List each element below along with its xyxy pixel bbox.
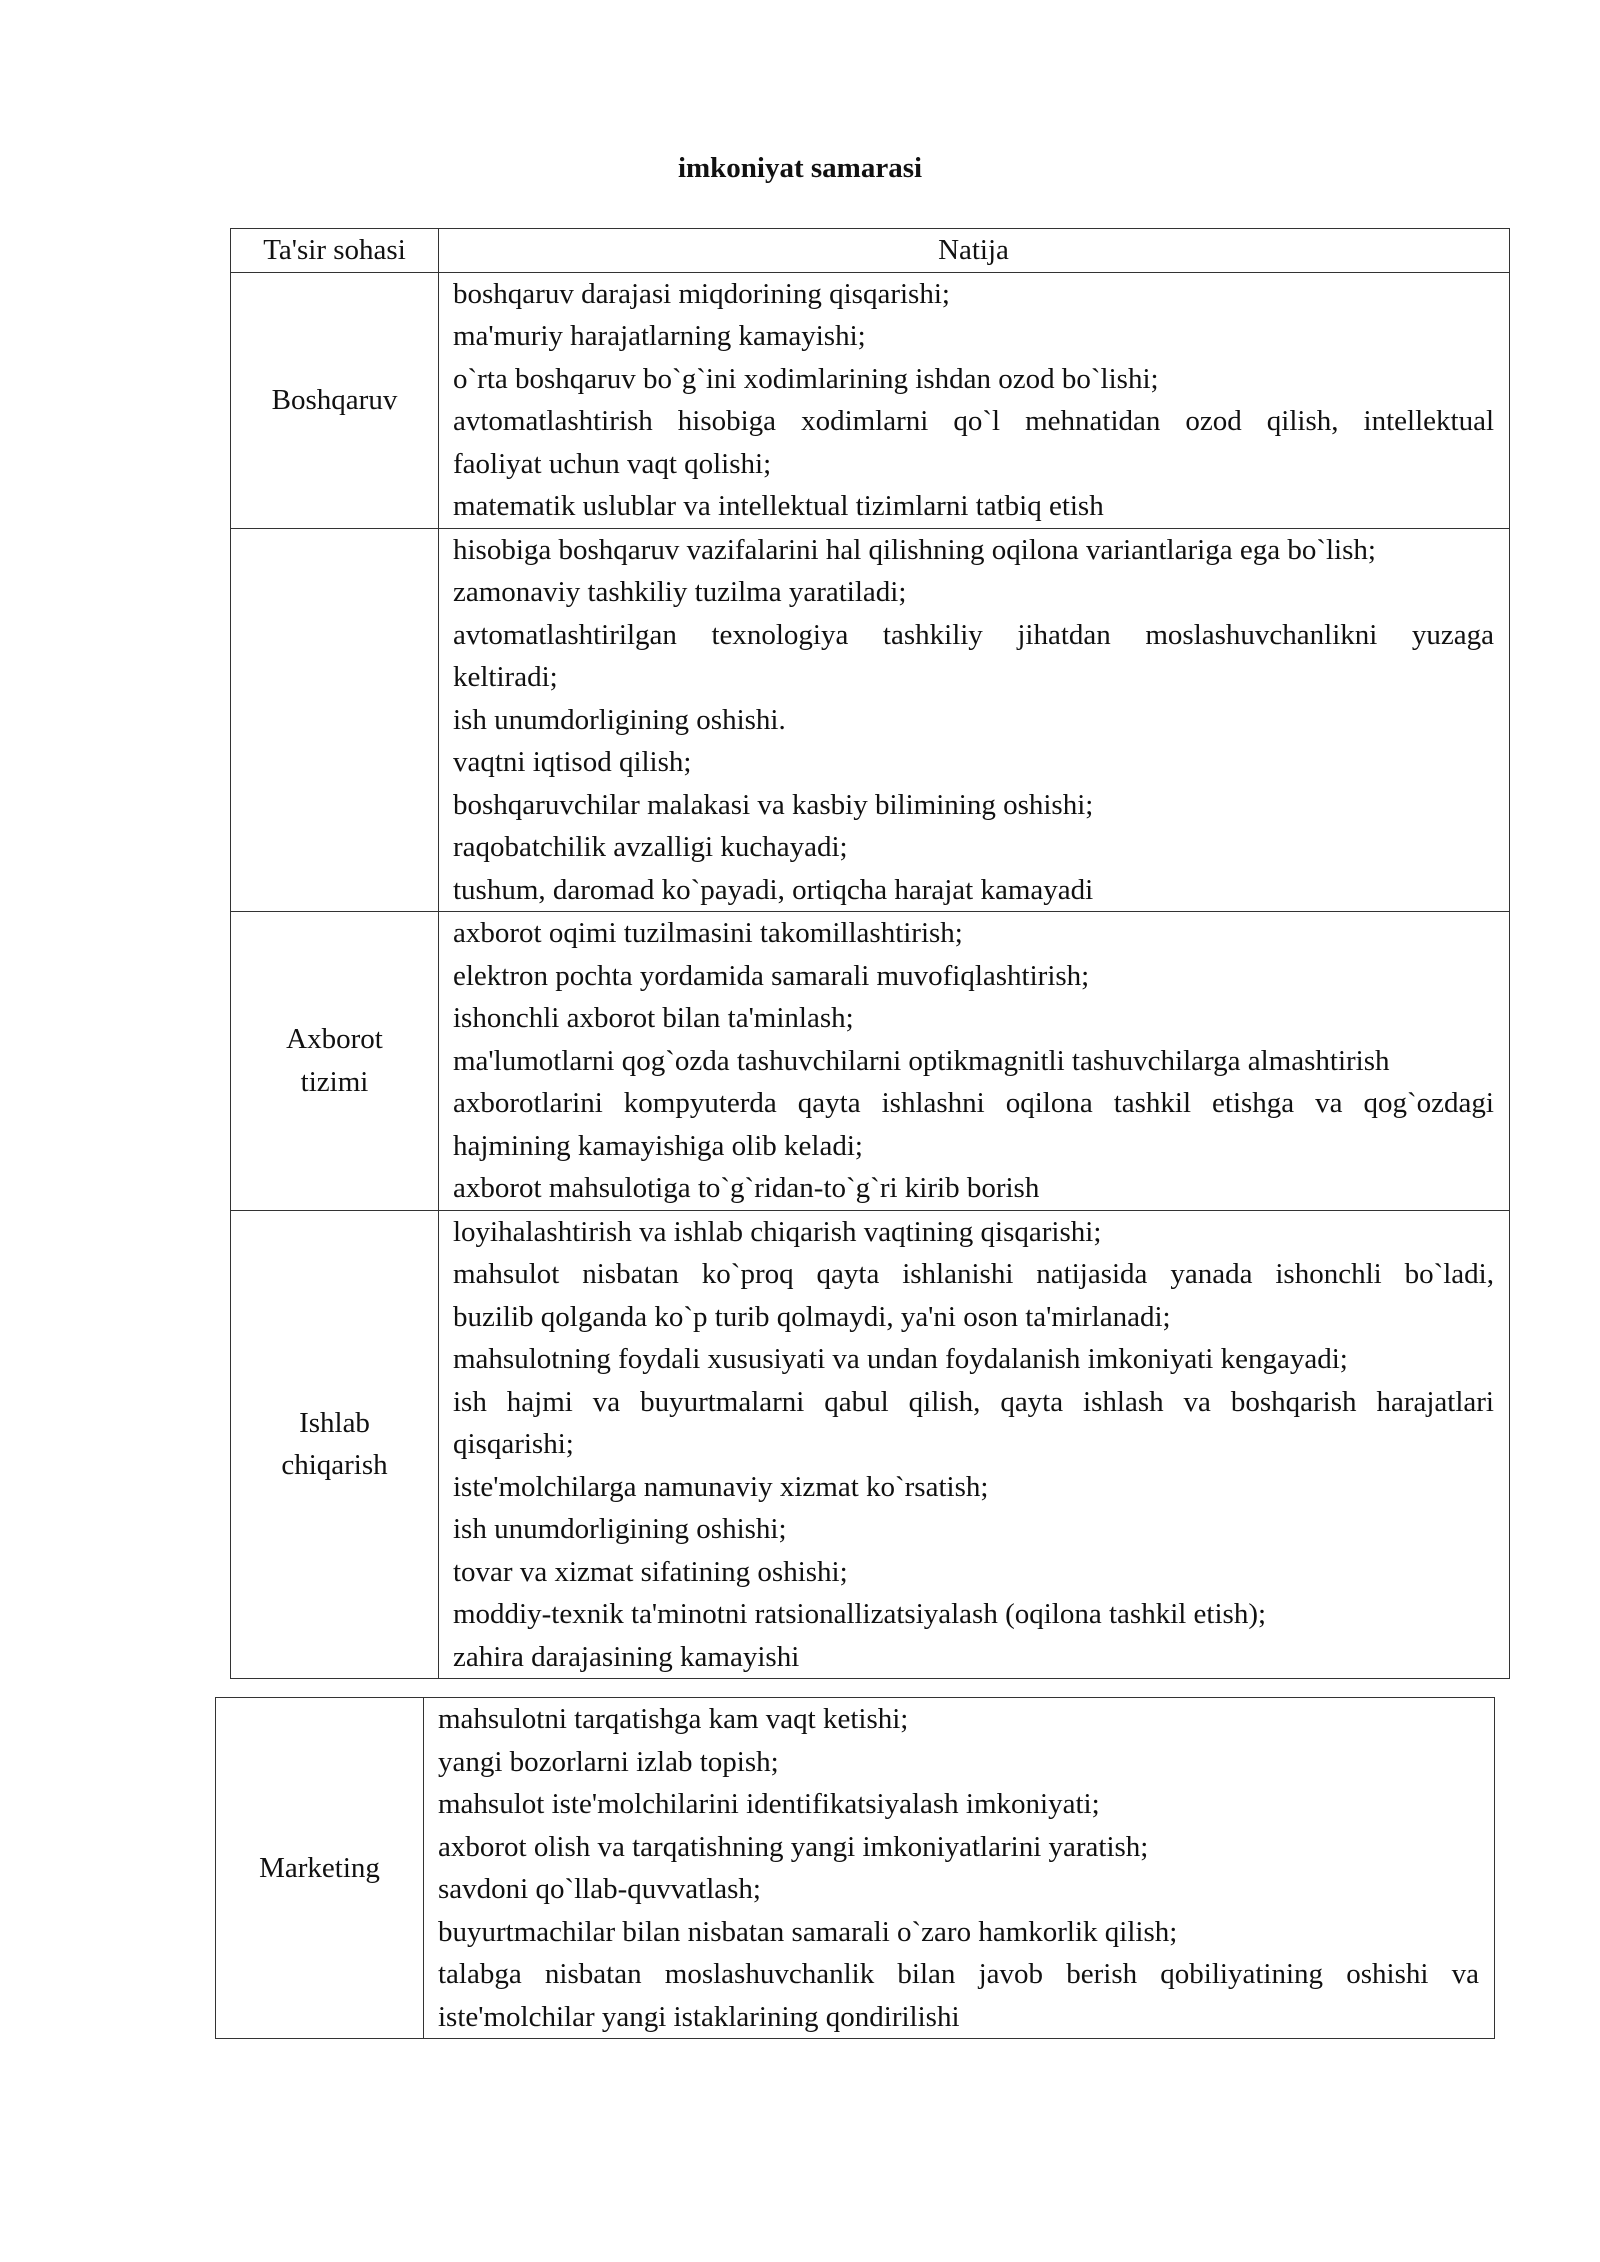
effects-table — [230, 228, 1510, 1679]
result-line: raqobatchilik avzalligi kuchayadi; — [453, 831, 848, 863]
result-cell — [424, 1698, 1495, 2039]
result-line: moddiy-texnik ta'minotni ratsionallizatsiyalash (oqilona tashkil etish); — [453, 1598, 1267, 1630]
result-line: matematik uslublar va intellektual tizimlarni tatbiq etish — [453, 490, 1104, 522]
result-line: vaqtni iqtisod qilish; — [453, 746, 692, 778]
table-row — [231, 272, 1510, 528]
result-line: ish unumdorligining oshishi; — [453, 1513, 787, 1545]
result-line: hajmining kamayishiga olib keladi; — [453, 1129, 863, 1162]
area-line: Axborot — [286, 1023, 383, 1056]
table-header-row — [231, 229, 1510, 273]
result-line: mahsulot nisbatan ko`proq qayta ishlanishi natijasida yanada ishonchli bo`ladi, — [453, 1258, 1494, 1290]
result-line: ish unumdorligining oshishi. — [453, 703, 786, 736]
result-line: ishonchli axborot bilan ta'minlash; — [453, 1002, 854, 1034]
result-line: mahsulot iste'molchilarini identifikatsiyalash imkoniyati; — [438, 1788, 1100, 1820]
result-line: zamonaviy tashkiliy tuzilma yaratiladi; — [453, 576, 907, 608]
area-line: tizimi — [300, 1065, 369, 1098]
area-line: Marketing — [259, 1851, 380, 1884]
result-line: axborot olish va tarqatishning yangi imkoniyatlarini yaratish; — [438, 1830, 1149, 1863]
result-line: iste'molchilarga namunaviy xizmat ko`rsatish; — [453, 1470, 989, 1503]
result-line: avtomatlashtirish hisobiga xodimlarni qo`l mehnatidan ozod qilish, intellektual — [453, 405, 1494, 437]
result-line: elektron pochta yordamida samarali muvofiqlashtirish; — [453, 959, 1090, 992]
result-line: qisqarishi; — [453, 1428, 574, 1460]
result-line: hisobiga boshqaruv vazifalarini hal qilishning oqilona variantlariga ega bo`lish; — [453, 533, 1376, 566]
area-cell — [231, 912, 439, 1211]
area-line: Ishlab — [299, 1406, 370, 1439]
header-area: Ta'sir sohasi — [231, 229, 439, 273]
result-line: yangi bozorlarni izlab topish; — [438, 1745, 779, 1778]
header-result: Natija — [439, 229, 1510, 273]
result-cell — [439, 1210, 1510, 1679]
result-line: axborot mahsulotiga to`g`ridan-to`g`ri kirib borish — [453, 1172, 1040, 1204]
result-line: axborot oqimi tuzilmasini takomillashtirish; — [453, 917, 963, 949]
result-line: ish hajmi va buyurtmalarni qabul qilish, qayta ishlash va boshqarish harajatlari — [453, 1385, 1494, 1418]
area-cell-empty — [231, 528, 439, 912]
result-cell — [439, 272, 1510, 528]
result-line: avtomatlashtirilgan texnologiya tashkiliy jihatdan moslashuvchanlikni yuzaga — [453, 618, 1494, 651]
result-line: boshqaruvchilar malakasi va kasbiy bilimining oshishi; — [453, 788, 1094, 821]
area-cell — [231, 272, 439, 528]
result-line: mahsulotning foydali xususiyati va undan foydalanish imkoniyati kengayadi; — [453, 1343, 1348, 1375]
result-line: zahira darajasining kamayishi — [453, 1640, 800, 1673]
result-line: axborotlarini kompyuterda qayta ishlashni oqilona tashkil etishga va qog`ozdagi — [453, 1087, 1494, 1119]
result-line: tushum, daromad ko`payadi, ortiqcha harajat kamayadi — [453, 873, 1094, 906]
table-row — [231, 912, 1510, 1211]
marketing-table — [215, 1697, 1495, 2039]
result-line: boshqaruv darajasi miqdorining qisqarishi; — [453, 277, 950, 310]
area-line: chiqarish — [281, 1449, 388, 1482]
area-cell — [216, 1698, 424, 2039]
table-row — [216, 1698, 1495, 2039]
result-line: iste'molchilar yangi istaklarining qondirilishi — [438, 2000, 960, 2033]
table-row — [231, 528, 1510, 912]
result-line: tovar va xizmat sifatining oshishi; — [453, 1555, 848, 1588]
result-cell — [439, 912, 1510, 1211]
result-line: ma'lumotlarni qog`ozda tashuvchilarni optikmagnitli tashuvchilarga almashtirish — [453, 1044, 1390, 1077]
result-line: keltiradi; — [453, 661, 558, 693]
result-line: buyurtmachilar bilan nisbatan samarali o`zaro hamkorlik qilish; — [438, 1915, 1178, 1948]
document-title: imkoniyat samarasi — [677, 152, 923, 184]
result-line: faoliyat uchun vaqt qolishi; — [453, 447, 772, 480]
result-line: ma'muriy harajatlarning kamayishi; — [453, 320, 866, 352]
result-line: savdoni qo`llab-quvvatlash; — [438, 1873, 761, 1905]
result-cell — [439, 528, 1510, 912]
result-line: mahsulotni tarqatishga kam vaqt ketishi; — [438, 1703, 909, 1735]
area-cell — [231, 1210, 439, 1679]
result-line: buzilib qolganda ko`p turib qolmaydi, ya'ni oson ta'mirlanadi; — [453, 1300, 1171, 1333]
result-line: loyihalashtirish va ishlab chiqarish vaqtining qisqarishi; — [453, 1215, 1102, 1248]
table-row — [231, 1210, 1510, 1679]
result-line: o`rta boshqaruv bo`g`ini xodimlarining ishdan ozod bo`lishi; — [453, 362, 1159, 395]
result-line: talabga nisbatan moslashuvchanlik bilan javob berish qobiliyatining oshishi va — [438, 1958, 1479, 1990]
area-line: Boshqaruv — [271, 383, 398, 416]
